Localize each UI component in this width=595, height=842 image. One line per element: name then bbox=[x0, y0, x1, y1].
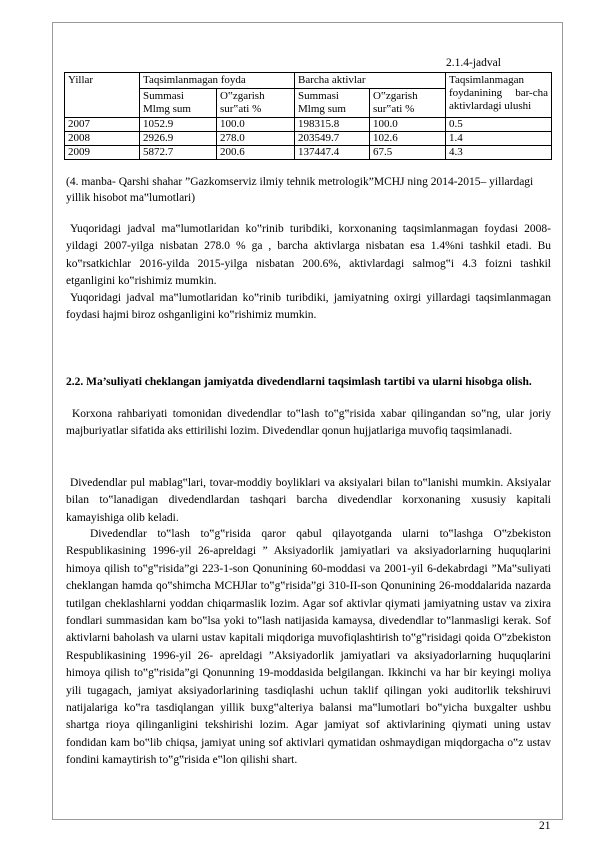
cell-assets-growth: 102.6 bbox=[370, 132, 446, 146]
cell-year: 2009 bbox=[65, 146, 140, 160]
cell-assets-sum: 203549.7 bbox=[295, 132, 370, 146]
data-table bbox=[64, 72, 552, 160]
paragraph-2-text: Yuqoridagi jadval ma‟lumotlaridan ko‟rinib turibdiki, jamiyatning oxirgi yillardagi taqsimlanmagan foydasi hajmi biroz oshganligini ko‟rishimiz mumkin. bbox=[66, 292, 551, 322]
header-year: Yillar bbox=[65, 73, 140, 118]
paragraph-4 bbox=[66, 475, 551, 527]
cell-profit-sum: 1052.9 bbox=[140, 118, 217, 132]
source-note-text: (4. manba- Qarshi shahar ”Gazkomserviz ilmiy tehnik metrologik”MCHJ ning 2014-2015– yillardagi yillik hisobot ma‟lumotlari) bbox=[66, 176, 534, 204]
cell-share: 1.4 bbox=[446, 132, 552, 146]
cell-profit-growth: 200.6 bbox=[217, 146, 295, 160]
paragraph-1 bbox=[66, 221, 551, 291]
paragraph-5-text: Divedendlar to‟lash to‟g‟risida qaror qabul qilayotganda ularni to‟lashga O‟zbekiston Respublikasining 1996-yil 26-apreldagi ” Aksiyadorlik jamiyatlari va aksiyadorlarning huquqlarini himoya qilish to‟g‟risida”gi 223-1-son Qonunining 60-moddasi va 2001-yil 6-dekabrdagi ”Ma‟suliyati cheklangan hamda qo‟shimcha MCHJlar to‟g‟risida”gi 310-II-son Qonunining 26-moddalarida nazarda tutilgan cheklashlarni yoddan chiqarmaslik lozim. Agar sof aktivlar qiymati jamiyatning ustav va zixira fondlari summasidan kam bo‟lsa yoki to‟lash natijasida kamaysa, divedendlar to‟lanmasligi kerak. Sof aktivlarni baholash va ularni ustav kapitali miqdoriga muvofiqlashtirish to‟g‟risidagi qoida O‟zbekiston Respublikasining 1996-yil 26- apreldagi ”Aksiyadorlik jamiyatlari va aksiyadorlarning huquqlarini himoya qilish to‟g‟risida”gi Qonunning 19-moddasida belgilangan. Ikkinchi va har bir keyingi moliya yili tugagach, jamiyat aksiyadorlarining tasdiqlashi uchun taklif qilingan yoki auditorlik tekshiruvi natijalariga ko‟ra tasdiqlangan yillik buxg‟alteriya balansi ma‟lumotlari bo‟yicha buxgalter ushbu shartga rioya qilinganligini tekshirishi lozim. Agar jamiyat sof aktivlarining qiymati uning ustav fondidan kam bo‟lib chiqsa, jamiyat uning sof aktivlari qymatidan oshmaydigan miqdorgacha o‟z ustav fondini kamaytirish to‟g‟risida e‟lon qilishi shart. bbox=[66, 528, 551, 767]
section-heading: 2.2. Ma’suliyati cheklangan jamiyatda divedendlarni taqsimlash tartibi va ularni hisobga olish. bbox=[66, 376, 532, 388]
paragraph-3-text: Korxona rahbariyati tomonidan divedendlar to‟lash to‟g‟risida xabar qilingandan so‟ng, ular joriy majburiyatlar sifatida aks ettirilishi lozim. Divedendlar qonun hujjatlariga muvofiq taqsimlanadi. bbox=[66, 408, 551, 438]
header-ratio: Taqsimlanmagan foydanining bar-cha aktivlardagi ulushi bbox=[446, 73, 552, 118]
cell-assets-growth: 100.0 bbox=[370, 118, 446, 132]
cell-share: 4.3 bbox=[446, 146, 552, 160]
table-label: 2.1.4-jadval bbox=[446, 57, 501, 69]
header-assets-group: Barcha aktivlar bbox=[295, 73, 446, 89]
table-row bbox=[65, 118, 552, 132]
cell-assets-growth: 67.5 bbox=[370, 146, 446, 160]
cell-year: 2007 bbox=[65, 118, 140, 132]
paragraph-1-text: Yuqoridagi jadval ma‟lumotlaridan ko‟rinib turibdiki, korxonaning taqsimlanmagan foydasi 2008-yildagi 2007-yilga nisbatan 278.0 % ga , barcha aktivlarga nisbatan esa 1.4%ni tashkil etadi. Bu ko‟rsatkichlar 2016-yilda 2015-yilga nisbatan 200.6%, aktivlardagi salmog‟i 4.3 foizni tashkil etganligini ko‟rishimiz mumkin. bbox=[66, 223, 551, 288]
page-number: 21 bbox=[539, 820, 551, 832]
header-profit-group: Taqsimlanmagan foyda bbox=[140, 73, 295, 89]
header-profit-growth: O‟zgarish sur‟ati % bbox=[217, 89, 295, 118]
cell-profit-growth: 100.0 bbox=[217, 118, 295, 132]
table-row bbox=[65, 132, 552, 146]
header-assets-sum: Summasi Mlmg sum bbox=[295, 89, 370, 118]
table-header-row bbox=[65, 73, 552, 89]
paragraph-4-text: Divedendlar pul mablag‟lari, tovar-moddiy boyliklari va aksiyalari bilan to‟lanishi mumkin. Aksiyalar bilan to‟lanadigan divedendlardan tashqari barcha divedendlar korxonaning xususiy kapitali kamayishiga olib keladi. bbox=[66, 477, 551, 524]
header-assets-growth: O‟zgarish sur‟ati % bbox=[370, 89, 446, 118]
header-profit-sum: Summasi Mlmg sum bbox=[140, 89, 217, 118]
cell-profit-growth: 278.0 bbox=[217, 132, 295, 146]
cell-profit-sum: 5872.7 bbox=[140, 146, 217, 160]
paragraph-2 bbox=[66, 290, 551, 325]
cell-year: 2008 bbox=[65, 132, 140, 146]
paragraph-3 bbox=[66, 406, 551, 441]
cell-share: 0.5 bbox=[446, 118, 552, 132]
cell-profit-sum: 2926.9 bbox=[140, 132, 217, 146]
cell-assets-sum: 137447.4 bbox=[295, 146, 370, 160]
cell-assets-sum: 198315.8 bbox=[295, 118, 370, 132]
table-row bbox=[65, 146, 552, 160]
paragraph-5 bbox=[66, 526, 551, 770]
source-note bbox=[66, 174, 551, 206]
